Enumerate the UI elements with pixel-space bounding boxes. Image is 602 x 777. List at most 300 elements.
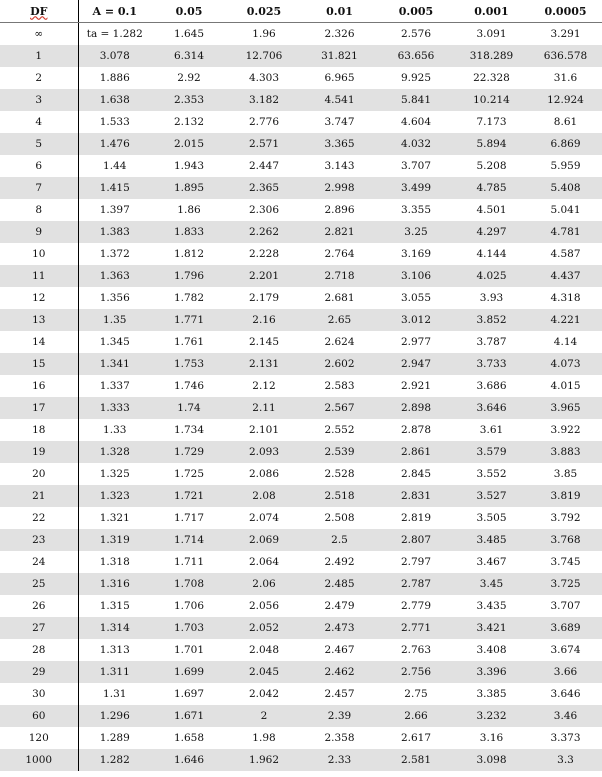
critical-value-cell: 2.977 (378, 331, 454, 353)
critical-value-cell: 2.048 (227, 639, 301, 661)
critical-value-cell: 63.656 (378, 45, 454, 67)
table-row (0, 111, 602, 133)
critical-value-cell: 2.576 (378, 23, 454, 46)
critical-value-cell: 6.314 (151, 45, 227, 67)
critical-value-cell: 3.16 (454, 727, 529, 749)
df-cell: 8 (0, 199, 78, 221)
critical-value-cell: 4.587 (529, 243, 602, 265)
critical-value-cell: 1.701 (151, 639, 227, 661)
critical-value-cell: 1.325 (78, 463, 151, 485)
df-cell: 6 (0, 155, 78, 177)
critical-value-cell: 3.66 (529, 661, 602, 683)
df-cell: 2 (0, 67, 78, 89)
critical-value-cell: 1.337 (78, 375, 151, 397)
critical-value-cell: 1.33 (78, 419, 151, 441)
critical-value-cell: 1.363 (78, 265, 151, 287)
table-row (0, 199, 602, 221)
critical-value-cell: 3.098 (454, 749, 529, 771)
table-row (0, 573, 602, 595)
critical-value-cell: 1.729 (151, 441, 227, 463)
critical-value-cell: 22.328 (454, 67, 529, 89)
critical-value-cell: 1.372 (78, 243, 151, 265)
critical-value-cell: 1.833 (151, 221, 227, 243)
critical-value-cell: 2.821 (301, 221, 378, 243)
critical-value-cell: 1.943 (151, 155, 227, 177)
critical-value-cell: 1.697 (151, 683, 227, 705)
critical-value-cell: 1.703 (151, 617, 227, 639)
critical-value-cell: 1.356 (78, 287, 151, 309)
table-row (0, 683, 602, 705)
critical-value-cell: 2.015 (151, 133, 227, 155)
critical-value-cell: 1.333 (78, 397, 151, 419)
critical-value-cell: 2.093 (227, 441, 301, 463)
critical-value-cell: 2.528 (301, 463, 378, 485)
critical-value-cell: 2.797 (378, 551, 454, 573)
critical-value-cell: 1.646 (151, 749, 227, 771)
critical-value-cell: 1.323 (78, 485, 151, 507)
critical-value-cell: 4.785 (454, 177, 529, 199)
critical-value-cell: 1.711 (151, 551, 227, 573)
table-row (0, 727, 602, 749)
critical-value-cell: 1.753 (151, 353, 227, 375)
header-alpha-0.0005: 0.0005 (529, 0, 602, 23)
df-cell: 60 (0, 705, 78, 727)
critical-value-cell: 2.567 (301, 397, 378, 419)
critical-value-cell: 2.06 (227, 573, 301, 595)
critical-value-cell: 4.541 (301, 89, 378, 111)
critical-value-cell: 2.776 (227, 111, 301, 133)
critical-value-cell: 3.385 (454, 683, 529, 705)
critical-value-cell: 2.485 (301, 573, 378, 595)
critical-value-cell: 1.315 (78, 595, 151, 617)
critical-value-cell: 1.341 (78, 353, 151, 375)
critical-value-cell: 4.032 (378, 133, 454, 155)
critical-value-cell: 5.894 (454, 133, 529, 155)
table-row (0, 331, 602, 353)
table-row (0, 155, 602, 177)
critical-value-cell: 3.467 (454, 551, 529, 573)
critical-value-cell: ta = 1.282 (78, 23, 151, 46)
critical-value-cell: 1.35 (78, 309, 151, 331)
critical-value-cell: 1.761 (151, 331, 227, 353)
df-cell: 23 (0, 529, 78, 551)
critical-value-cell: 2.779 (378, 595, 454, 617)
critical-value-cell: 3.012 (378, 309, 454, 331)
critical-value-cell: 3.408 (454, 639, 529, 661)
critical-value-cell: 3.922 (529, 419, 602, 441)
critical-value-cell: 1.721 (151, 485, 227, 507)
critical-value-cell: 4.073 (529, 353, 602, 375)
critical-value-cell: 2.845 (378, 463, 454, 485)
header-alpha-0.001: 0.001 (454, 0, 529, 23)
critical-value-cell: 3.527 (454, 485, 529, 507)
table-row (0, 287, 602, 309)
df-cell: 7 (0, 177, 78, 199)
df-cell: 18 (0, 419, 78, 441)
critical-value-cell: 1.74 (151, 397, 227, 419)
critical-value-cell: 3.25 (378, 221, 454, 243)
critical-value-cell: 2.101 (227, 419, 301, 441)
critical-value-cell: 2.92 (151, 67, 227, 89)
critical-value-cell: 1.962 (227, 749, 301, 771)
critical-value-cell: 4.14 (529, 331, 602, 353)
df-cell: 1000 (0, 749, 78, 771)
df-cell: 16 (0, 375, 78, 397)
critical-value-cell: 1.316 (78, 573, 151, 595)
critical-value-cell: 5.208 (454, 155, 529, 177)
critical-value-cell: 1.86 (151, 199, 227, 221)
critical-value-cell: 2.228 (227, 243, 301, 265)
critical-value-cell: 2.353 (151, 89, 227, 111)
header-alpha-0.005: 0.005 (378, 0, 454, 23)
critical-value-cell: 2.365 (227, 177, 301, 199)
critical-value-cell: 1.311 (78, 661, 151, 683)
critical-value-cell: 2.262 (227, 221, 301, 243)
df-cell: 30 (0, 683, 78, 705)
df-cell: 26 (0, 595, 78, 617)
critical-value-cell: 2.539 (301, 441, 378, 463)
df-cell: 22 (0, 507, 78, 529)
critical-value-cell: 1.476 (78, 133, 151, 155)
critical-value-cell: 2.179 (227, 287, 301, 309)
critical-value-cell: 5.841 (378, 89, 454, 111)
table-row (0, 705, 602, 727)
critical-value-cell: 12.706 (227, 45, 301, 67)
critical-value-cell: 3.291 (529, 23, 602, 46)
critical-value-cell: 2.508 (301, 507, 378, 529)
df-cell: 120 (0, 727, 78, 749)
critical-value-cell: 9.925 (378, 67, 454, 89)
df-cell: 3 (0, 89, 78, 111)
critical-value-cell: 2.75 (378, 683, 454, 705)
header-alpha-0.025: 0.025 (227, 0, 301, 23)
critical-value-cell: 2.042 (227, 683, 301, 705)
critical-value-cell: 3.745 (529, 551, 602, 573)
table-row (0, 397, 602, 419)
critical-value-cell: 1.282 (78, 749, 151, 771)
table-row (0, 463, 602, 485)
df-cell: ∞ (0, 23, 78, 46)
table-body (0, 23, 602, 772)
df-cell: 4 (0, 111, 78, 133)
critical-value-cell: 2.861 (378, 441, 454, 463)
critical-value-cell: 1.658 (151, 727, 227, 749)
critical-value-cell: 2.358 (301, 727, 378, 749)
critical-value-cell: 2.807 (378, 529, 454, 551)
critical-value-cell: 2.16 (227, 309, 301, 331)
critical-value-cell: 1.98 (227, 727, 301, 749)
critical-value-cell: 3.365 (301, 133, 378, 155)
critical-value-cell: 2.086 (227, 463, 301, 485)
critical-value-cell: 1.671 (151, 705, 227, 727)
critical-value-cell: 2.763 (378, 639, 454, 661)
critical-value-cell: 3.689 (529, 617, 602, 639)
critical-value-cell: 2.771 (378, 617, 454, 639)
critical-value-cell: 4.015 (529, 375, 602, 397)
critical-value-cell: 2.787 (378, 573, 454, 595)
critical-value-cell: 1.289 (78, 727, 151, 749)
table-row (0, 353, 602, 375)
critical-value-cell: 3.646 (454, 397, 529, 419)
df-cell: 17 (0, 397, 78, 419)
critical-value-cell: 5.408 (529, 177, 602, 199)
critical-value-cell: 4.318 (529, 287, 602, 309)
critical-value-cell: 2.447 (227, 155, 301, 177)
critical-value-cell: 1.895 (151, 177, 227, 199)
df-cell: 27 (0, 617, 78, 639)
critical-value-cell: 4.025 (454, 265, 529, 287)
critical-value-cell: 3.078 (78, 45, 151, 67)
table-row (0, 485, 602, 507)
critical-value-cell: 2.467 (301, 639, 378, 661)
critical-value-cell: 8.61 (529, 111, 602, 133)
critical-value-cell: 2.306 (227, 199, 301, 221)
critical-value-cell: 1.645 (151, 23, 227, 46)
table-row (0, 177, 602, 199)
critical-value-cell: 2.462 (301, 661, 378, 683)
critical-value-cell: 1.699 (151, 661, 227, 683)
critical-value-cell: 2.39 (301, 705, 378, 727)
critical-value-cell: 1.717 (151, 507, 227, 529)
critical-value-cell: 3.852 (454, 309, 529, 331)
critical-value-cell: 31.821 (301, 45, 378, 67)
table-row (0, 551, 602, 573)
critical-value-cell: 3.485 (454, 529, 529, 551)
table-row (0, 617, 602, 639)
df-cell: 15 (0, 353, 78, 375)
critical-value-cell: 4.303 (227, 67, 301, 89)
table-row (0, 441, 602, 463)
df-cell: 5 (0, 133, 78, 155)
critical-value-cell: 1.44 (78, 155, 151, 177)
table-row (0, 45, 602, 67)
critical-value-cell: 3.819 (529, 485, 602, 507)
header-df: DF (0, 0, 78, 23)
critical-value-cell: 2.896 (301, 199, 378, 221)
critical-value-cell: 2.602 (301, 353, 378, 375)
critical-value-cell: 6.965 (301, 67, 378, 89)
critical-value-cell: 1.328 (78, 441, 151, 463)
critical-value-cell: 3.3 (529, 749, 602, 771)
table-row (0, 639, 602, 661)
table-row (0, 661, 602, 683)
header-alpha-0.01: 0.01 (301, 0, 378, 23)
critical-value-cell: 3.45 (454, 573, 529, 595)
critical-value-cell: 2.681 (301, 287, 378, 309)
critical-value-cell: 2.056 (227, 595, 301, 617)
df-cell: 12 (0, 287, 78, 309)
critical-value-cell: 2.069 (227, 529, 301, 551)
df-cell: 11 (0, 265, 78, 287)
table-header (0, 0, 602, 23)
header-alpha-0.05: 0.05 (151, 0, 227, 23)
critical-value-cell: 2.947 (378, 353, 454, 375)
critical-value-cell: 2.473 (301, 617, 378, 639)
critical-value-cell: 4.221 (529, 309, 602, 331)
critical-value-cell: 636.578 (529, 45, 602, 67)
critical-value-cell: 2.552 (301, 419, 378, 441)
table-row (0, 419, 602, 441)
critical-value-cell: 2.718 (301, 265, 378, 287)
critical-value-cell: 1.725 (151, 463, 227, 485)
critical-value-cell: 1.313 (78, 639, 151, 661)
critical-value-cell: 2.921 (378, 375, 454, 397)
critical-value-cell: 1.796 (151, 265, 227, 287)
df-cell: 24 (0, 551, 78, 573)
critical-value-cell: 3.686 (454, 375, 529, 397)
critical-value-cell: 3.747 (301, 111, 378, 133)
critical-value-cell: 2.571 (227, 133, 301, 155)
critical-value-cell: 12.924 (529, 89, 602, 111)
table-row (0, 375, 602, 397)
critical-value-cell: 3.674 (529, 639, 602, 661)
critical-value-cell: 2.878 (378, 419, 454, 441)
critical-value-cell: 3.646 (529, 683, 602, 705)
critical-value-cell: 2.064 (227, 551, 301, 573)
critical-value-cell: 1.345 (78, 331, 151, 353)
df-cell: 20 (0, 463, 78, 485)
critical-value-cell: 2.624 (301, 331, 378, 353)
critical-value-cell: 318.289 (454, 45, 529, 67)
df-cell: 19 (0, 441, 78, 463)
critical-value-cell: 2.131 (227, 353, 301, 375)
critical-value-cell: 1.397 (78, 199, 151, 221)
critical-value-cell: 2.08 (227, 485, 301, 507)
critical-value-cell: 3.232 (454, 705, 529, 727)
critical-value-cell: 4.437 (529, 265, 602, 287)
critical-value-cell: 3.579 (454, 441, 529, 463)
df-cell: 25 (0, 573, 78, 595)
critical-value-cell: 3.792 (529, 507, 602, 529)
critical-value-cell: 1.714 (151, 529, 227, 551)
critical-value-cell: 2.518 (301, 485, 378, 507)
critical-value-cell: 3.883 (529, 441, 602, 463)
critical-value-cell: 1.708 (151, 573, 227, 595)
critical-value-cell: 2.12 (227, 375, 301, 397)
critical-value-cell: 1.318 (78, 551, 151, 573)
critical-value-cell: 3.091 (454, 23, 529, 46)
critical-value-cell: 7.173 (454, 111, 529, 133)
critical-value-cell: 1.321 (78, 507, 151, 529)
table-row (0, 309, 602, 331)
critical-value-cell: 2.66 (378, 705, 454, 727)
critical-value-cell: 1.734 (151, 419, 227, 441)
df-cell: 10 (0, 243, 78, 265)
critical-value-cell: 3.182 (227, 89, 301, 111)
df-cell: 13 (0, 309, 78, 331)
critical-value-cell: 2.326 (301, 23, 378, 46)
critical-value-cell: 2.583 (301, 375, 378, 397)
critical-value-cell: 2.764 (301, 243, 378, 265)
critical-value-cell: 5.041 (529, 199, 602, 221)
table-row (0, 529, 602, 551)
df-cell: 1 (0, 45, 78, 67)
critical-value-cell: 3.055 (378, 287, 454, 309)
critical-value-cell: 2.998 (301, 177, 378, 199)
critical-value-cell: 1.383 (78, 221, 151, 243)
critical-value-cell: 3.435 (454, 595, 529, 617)
critical-value-cell: 1.533 (78, 111, 151, 133)
critical-value-cell: 3.143 (301, 155, 378, 177)
critical-value-cell: 3.725 (529, 573, 602, 595)
critical-value-cell: 3.707 (378, 155, 454, 177)
critical-value-cell: 2.492 (301, 551, 378, 573)
table-row (0, 595, 602, 617)
critical-value-cell: 1.314 (78, 617, 151, 639)
table-row (0, 749, 602, 771)
df-cell: 14 (0, 331, 78, 353)
critical-value-cell: 3.85 (529, 463, 602, 485)
critical-value-cell: 3.733 (454, 353, 529, 375)
critical-value-cell: 2.617 (378, 727, 454, 749)
critical-value-cell: 2.5 (301, 529, 378, 551)
table-row (0, 67, 602, 89)
critical-value-cell: 2.11 (227, 397, 301, 419)
critical-value-cell: 2.457 (301, 683, 378, 705)
critical-value-cell: 3.768 (529, 529, 602, 551)
critical-value-cell: 1.96 (227, 23, 301, 46)
critical-value-cell: 2.33 (301, 749, 378, 771)
critical-value-cell: 2.819 (378, 507, 454, 529)
table-row (0, 133, 602, 155)
critical-value-cell: 2.479 (301, 595, 378, 617)
df-cell: 29 (0, 661, 78, 683)
critical-value-cell: 3.707 (529, 595, 602, 617)
critical-value-cell: 3.396 (454, 661, 529, 683)
critical-value-cell: 2.052 (227, 617, 301, 639)
critical-value-cell: 1.886 (78, 67, 151, 89)
critical-value-cell: 4.297 (454, 221, 529, 243)
critical-value-cell: 1.706 (151, 595, 227, 617)
critical-value-cell: 2 (227, 705, 301, 727)
critical-value-cell: 4.144 (454, 243, 529, 265)
critical-value-cell: 3.505 (454, 507, 529, 529)
critical-value-cell: 3.61 (454, 419, 529, 441)
critical-value-cell: 2.581 (378, 749, 454, 771)
critical-value-cell: 4.501 (454, 199, 529, 221)
critical-value-cell: 3.355 (378, 199, 454, 221)
critical-value-cell: 3.373 (529, 727, 602, 749)
critical-value-cell: 3.552 (454, 463, 529, 485)
critical-value-cell: 3.965 (529, 397, 602, 419)
table-row (0, 265, 602, 287)
critical-value-cell: 1.638 (78, 89, 151, 111)
table-row (0, 243, 602, 265)
critical-value-cell: 2.045 (227, 661, 301, 683)
critical-value-cell: 2.898 (378, 397, 454, 419)
critical-value-cell: 2.132 (151, 111, 227, 133)
df-cell: 9 (0, 221, 78, 243)
critical-value-cell: 1.296 (78, 705, 151, 727)
df-cell: 28 (0, 639, 78, 661)
critical-value-cell: 2.831 (378, 485, 454, 507)
table-row (0, 507, 602, 529)
critical-value-cell: 6.869 (529, 133, 602, 155)
critical-value-cell: 4.604 (378, 111, 454, 133)
critical-value-cell: 1.812 (151, 243, 227, 265)
critical-value-cell: 1.746 (151, 375, 227, 397)
critical-value-cell: 1.319 (78, 529, 151, 551)
critical-value-cell: 1.771 (151, 309, 227, 331)
header-row (0, 0, 602, 23)
critical-value-cell: 1.782 (151, 287, 227, 309)
critical-value-cell: 31.6 (529, 67, 602, 89)
critical-value-cell: 3.499 (378, 177, 454, 199)
critical-value-cell: 3.93 (454, 287, 529, 309)
critical-value-cell: 4.781 (529, 221, 602, 243)
critical-value-cell: 2.201 (227, 265, 301, 287)
critical-value-cell: 2.756 (378, 661, 454, 683)
